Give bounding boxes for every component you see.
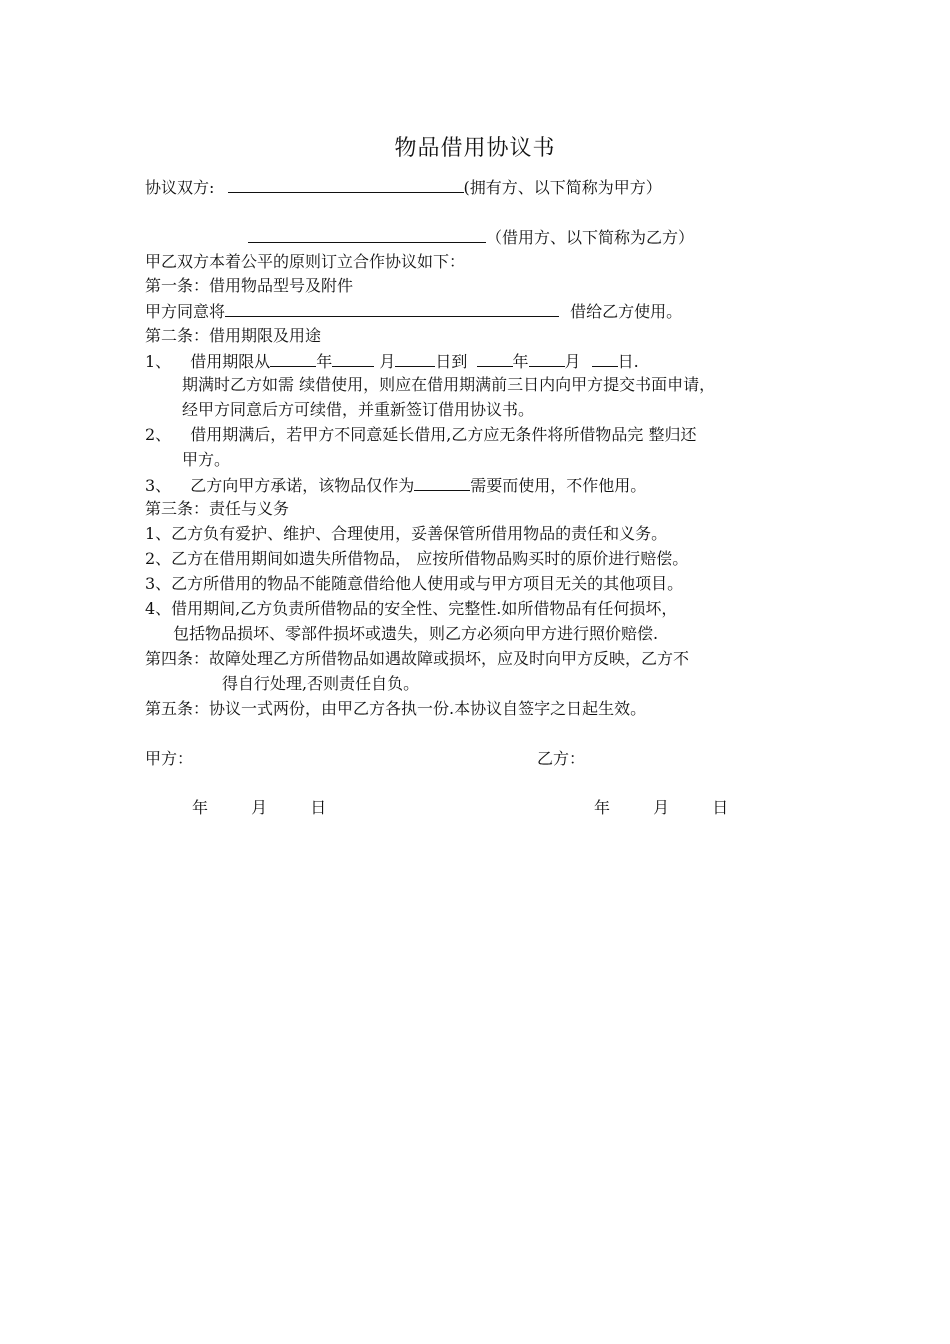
party-b-blank xyxy=(248,226,486,243)
article2-item3-prefix: 乙方向甲方承诺，该物品仅作为 xyxy=(190,476,415,495)
start-month-blank xyxy=(332,350,374,367)
article3-item2: 2、乙方在借用期间如遗失所借物品， 应按所借物品购买时的原价进行赔偿。 xyxy=(145,549,689,568)
article2-item3-line xyxy=(145,474,646,497)
party-b-signature-label: 乙方： xyxy=(537,749,586,768)
article3-item1: 1、乙方负有爱护、维护、合理使用，妥善保管所借用物品的责任和义务。 xyxy=(145,524,668,543)
article3-item4-line2: 包括物品损坏、零部件损坏或遗失，则乙方必须向甲方进行照价赔偿. xyxy=(173,624,659,643)
parties-line-b xyxy=(248,226,694,249)
parties-line-a xyxy=(145,176,662,199)
start-day-blank xyxy=(395,350,435,367)
party-a-month-label: 月 xyxy=(251,798,268,817)
party-a-day-label: 日 xyxy=(310,798,327,817)
article3-heading: 第三条：责任与义务 xyxy=(145,499,290,518)
start-day-label: 日到 xyxy=(435,352,468,371)
party-b-month-label: 月 xyxy=(653,798,670,817)
end-year-label: 年 xyxy=(512,352,529,371)
article2-item2-num: 2、 xyxy=(145,425,172,444)
article5-line: 第五条：协议一式两份，由甲乙方各执一份.本协议自签字之日起生效。 xyxy=(145,699,647,718)
party-a-suffix: (拥有方、以下简称为甲方） xyxy=(463,178,662,197)
article2-item1-line2: 期满时乙方如需 续借使用，则应在借用期满前三日内向甲方提交书面申请， xyxy=(182,375,716,394)
party-b-date xyxy=(594,797,728,819)
article3-item4-line1: 4、借用期间,乙方负责所借物品的安全性、完整性.如所借物品有任何损坏， xyxy=(145,599,678,618)
end-day-label: 日. xyxy=(617,352,639,371)
parties-label: 协议双方: xyxy=(145,178,215,197)
article1-suffix: 借给乙方使用。 xyxy=(570,302,683,321)
article2-item2-line1 xyxy=(145,424,696,446)
article2-item1-prefix: 借用期限从 xyxy=(190,352,271,371)
start-year-blank xyxy=(270,350,316,367)
purpose-blank xyxy=(414,474,470,491)
article2-heading: 第二条：借用期限及用途 xyxy=(145,326,322,345)
document-title: 物品借用协议书 xyxy=(394,136,556,161)
party-b-day-label: 日 xyxy=(712,798,729,817)
article4-line2: 得自行处理,否则责任自负。 xyxy=(222,674,420,693)
party-b-year-label: 年 xyxy=(594,798,611,817)
article1-line xyxy=(145,300,682,323)
party-a-year-label: 年 xyxy=(192,798,209,817)
party-a-blank xyxy=(228,176,464,193)
party-a-date xyxy=(192,797,326,819)
article3-item3: 3、乙方所借用的物品不能随意借给他人使用或与甲方项目无关的其他项目。 xyxy=(145,574,684,593)
party-a-signature-label: 甲方： xyxy=(145,749,194,768)
article2-item1-line3: 经甲方同意后方可续借，并重新签订借用协议书。 xyxy=(182,400,535,419)
article2-item1-num: 1、 xyxy=(145,352,172,371)
article2-item3-suffix: 需要而使用，不作他用。 xyxy=(470,476,647,495)
end-month-blank xyxy=(529,350,565,367)
article2-item1-line1 xyxy=(145,350,639,373)
article2-item2-text: 借用期满后，若甲方不同意延长借用,乙方应无条件将所借物品完 整归还 xyxy=(190,425,697,444)
start-year-label: 年 xyxy=(316,352,333,371)
article1-prefix: 甲方同意将 xyxy=(145,302,226,321)
article1-heading: 第一条：借用物品型号及附件 xyxy=(145,276,354,295)
end-month-label: 月 xyxy=(564,352,581,371)
intro-text: 甲乙双方本着公平的原则订立合作协议如下： xyxy=(145,252,466,271)
article4-line1: 第四条：故障处理乙方所借物品如遇故障或损坏，应及时向甲方反映，乙方不 xyxy=(145,649,690,668)
article2-item2-line2: 甲方。 xyxy=(182,450,231,469)
end-day-blank xyxy=(592,350,618,367)
item-model-blank xyxy=(225,300,559,317)
start-month-label: 月 xyxy=(379,352,396,371)
party-b-suffix: （借用方、以下简称为乙方） xyxy=(486,228,695,247)
article2-item3-num: 3、 xyxy=(145,476,172,495)
end-year-blank xyxy=(477,350,513,367)
